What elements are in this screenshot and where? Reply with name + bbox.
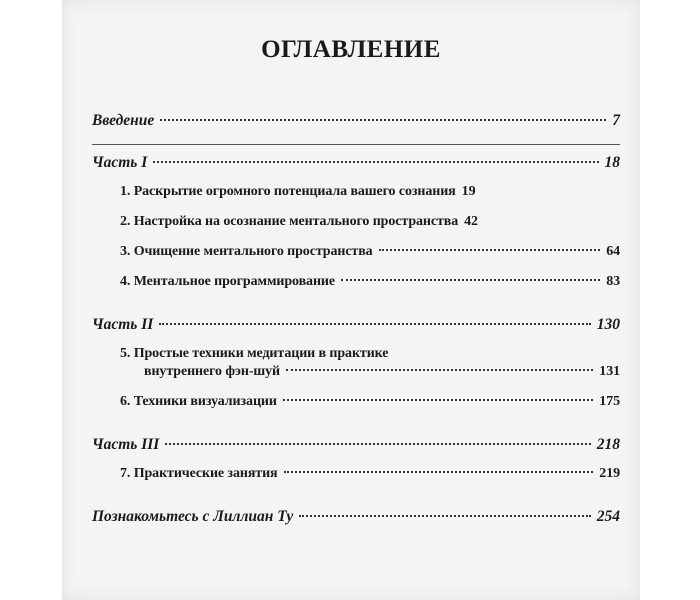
toc-entry-label: Познакомьтесь с Лиллиан Ту [92, 508, 294, 525]
dot-leader [299, 515, 591, 517]
toc-entry-chapter-1[interactable] [92, 184, 620, 214]
toc-entry-label: Часть II [92, 316, 154, 333]
dot-leader [159, 323, 590, 325]
toc-page-number: 64 [606, 244, 620, 259]
toc-entry-label-line2: внутреннего фэн-шуй [144, 364, 280, 379]
toc-page-number: 254 [596, 508, 620, 525]
toc-entry-chapter-3[interactable] [92, 244, 620, 274]
toc-entry-continuation [120, 364, 620, 380]
toc-entry-label: 6. Техники визуализации [120, 394, 277, 409]
toc-entry-label: 4. Ментальное программирование [120, 274, 335, 289]
dot-leader [165, 443, 590, 445]
toc-entry-introduction[interactable] [92, 112, 620, 142]
toc-entry-label: 7. Практические занятия [120, 466, 278, 481]
toc-entry-label: 2. Настройка на осознание ментального пространства [120, 214, 459, 229]
book-page [62, 0, 640, 600]
divider [92, 144, 620, 145]
dot-leader [153, 161, 598, 163]
spacer [92, 304, 620, 316]
dot-leader [283, 399, 593, 401]
toc-page-number: 83 [606, 274, 620, 289]
toc-entry-label: Часть III [92, 436, 160, 453]
toc-entry-chapter-5[interactable] [92, 346, 620, 394]
toc-page-number: 7 [612, 112, 620, 129]
dot-leader [379, 249, 601, 251]
toc-entry-chapter-2[interactable] [92, 214, 620, 244]
dot-leader [160, 119, 606, 121]
toc-entry-about-author[interactable] [92, 508, 620, 538]
table-of-contents [92, 112, 620, 538]
toc-entry-label-line1: 5. Простые техники медитации в практике [120, 346, 389, 361]
toc-page-number: 19 [461, 184, 476, 199]
toc-entry-label: Часть I [92, 154, 148, 171]
spacer [92, 496, 620, 508]
toc-page-number: 218 [596, 436, 620, 453]
spacer [92, 424, 620, 436]
toc-entry-part-2[interactable] [92, 316, 620, 346]
toc-entry-label: 1. Раскрытие огромного потенциала вашего сознания [120, 184, 456, 199]
toc-page-number: 42 [464, 214, 478, 229]
toc-page-number: 175 [599, 394, 620, 409]
toc-page-number: 219 [599, 466, 620, 481]
dot-leader [284, 471, 594, 473]
page-title: ОГЛАВЛЕНИЕ [261, 36, 441, 63]
toc-entry-label: Введение [92, 112, 155, 129]
toc-page-number: 130 [596, 316, 620, 333]
dot-leader [341, 279, 600, 281]
toc-entry-chapter-6[interactable] [92, 394, 620, 424]
dot-leader [286, 369, 593, 371]
toc-page-number: 18 [604, 154, 620, 171]
toc-entry-label: 3. Очищение ментального пространства [120, 244, 373, 259]
toc-entry-part-1[interactable] [92, 154, 620, 184]
toc-page-number: 131 [599, 364, 620, 379]
toc-entry-part-3[interactable] [92, 436, 620, 466]
toc-entry-chapter-7[interactable] [92, 466, 620, 496]
toc-entry-chapter-4[interactable] [92, 274, 620, 304]
